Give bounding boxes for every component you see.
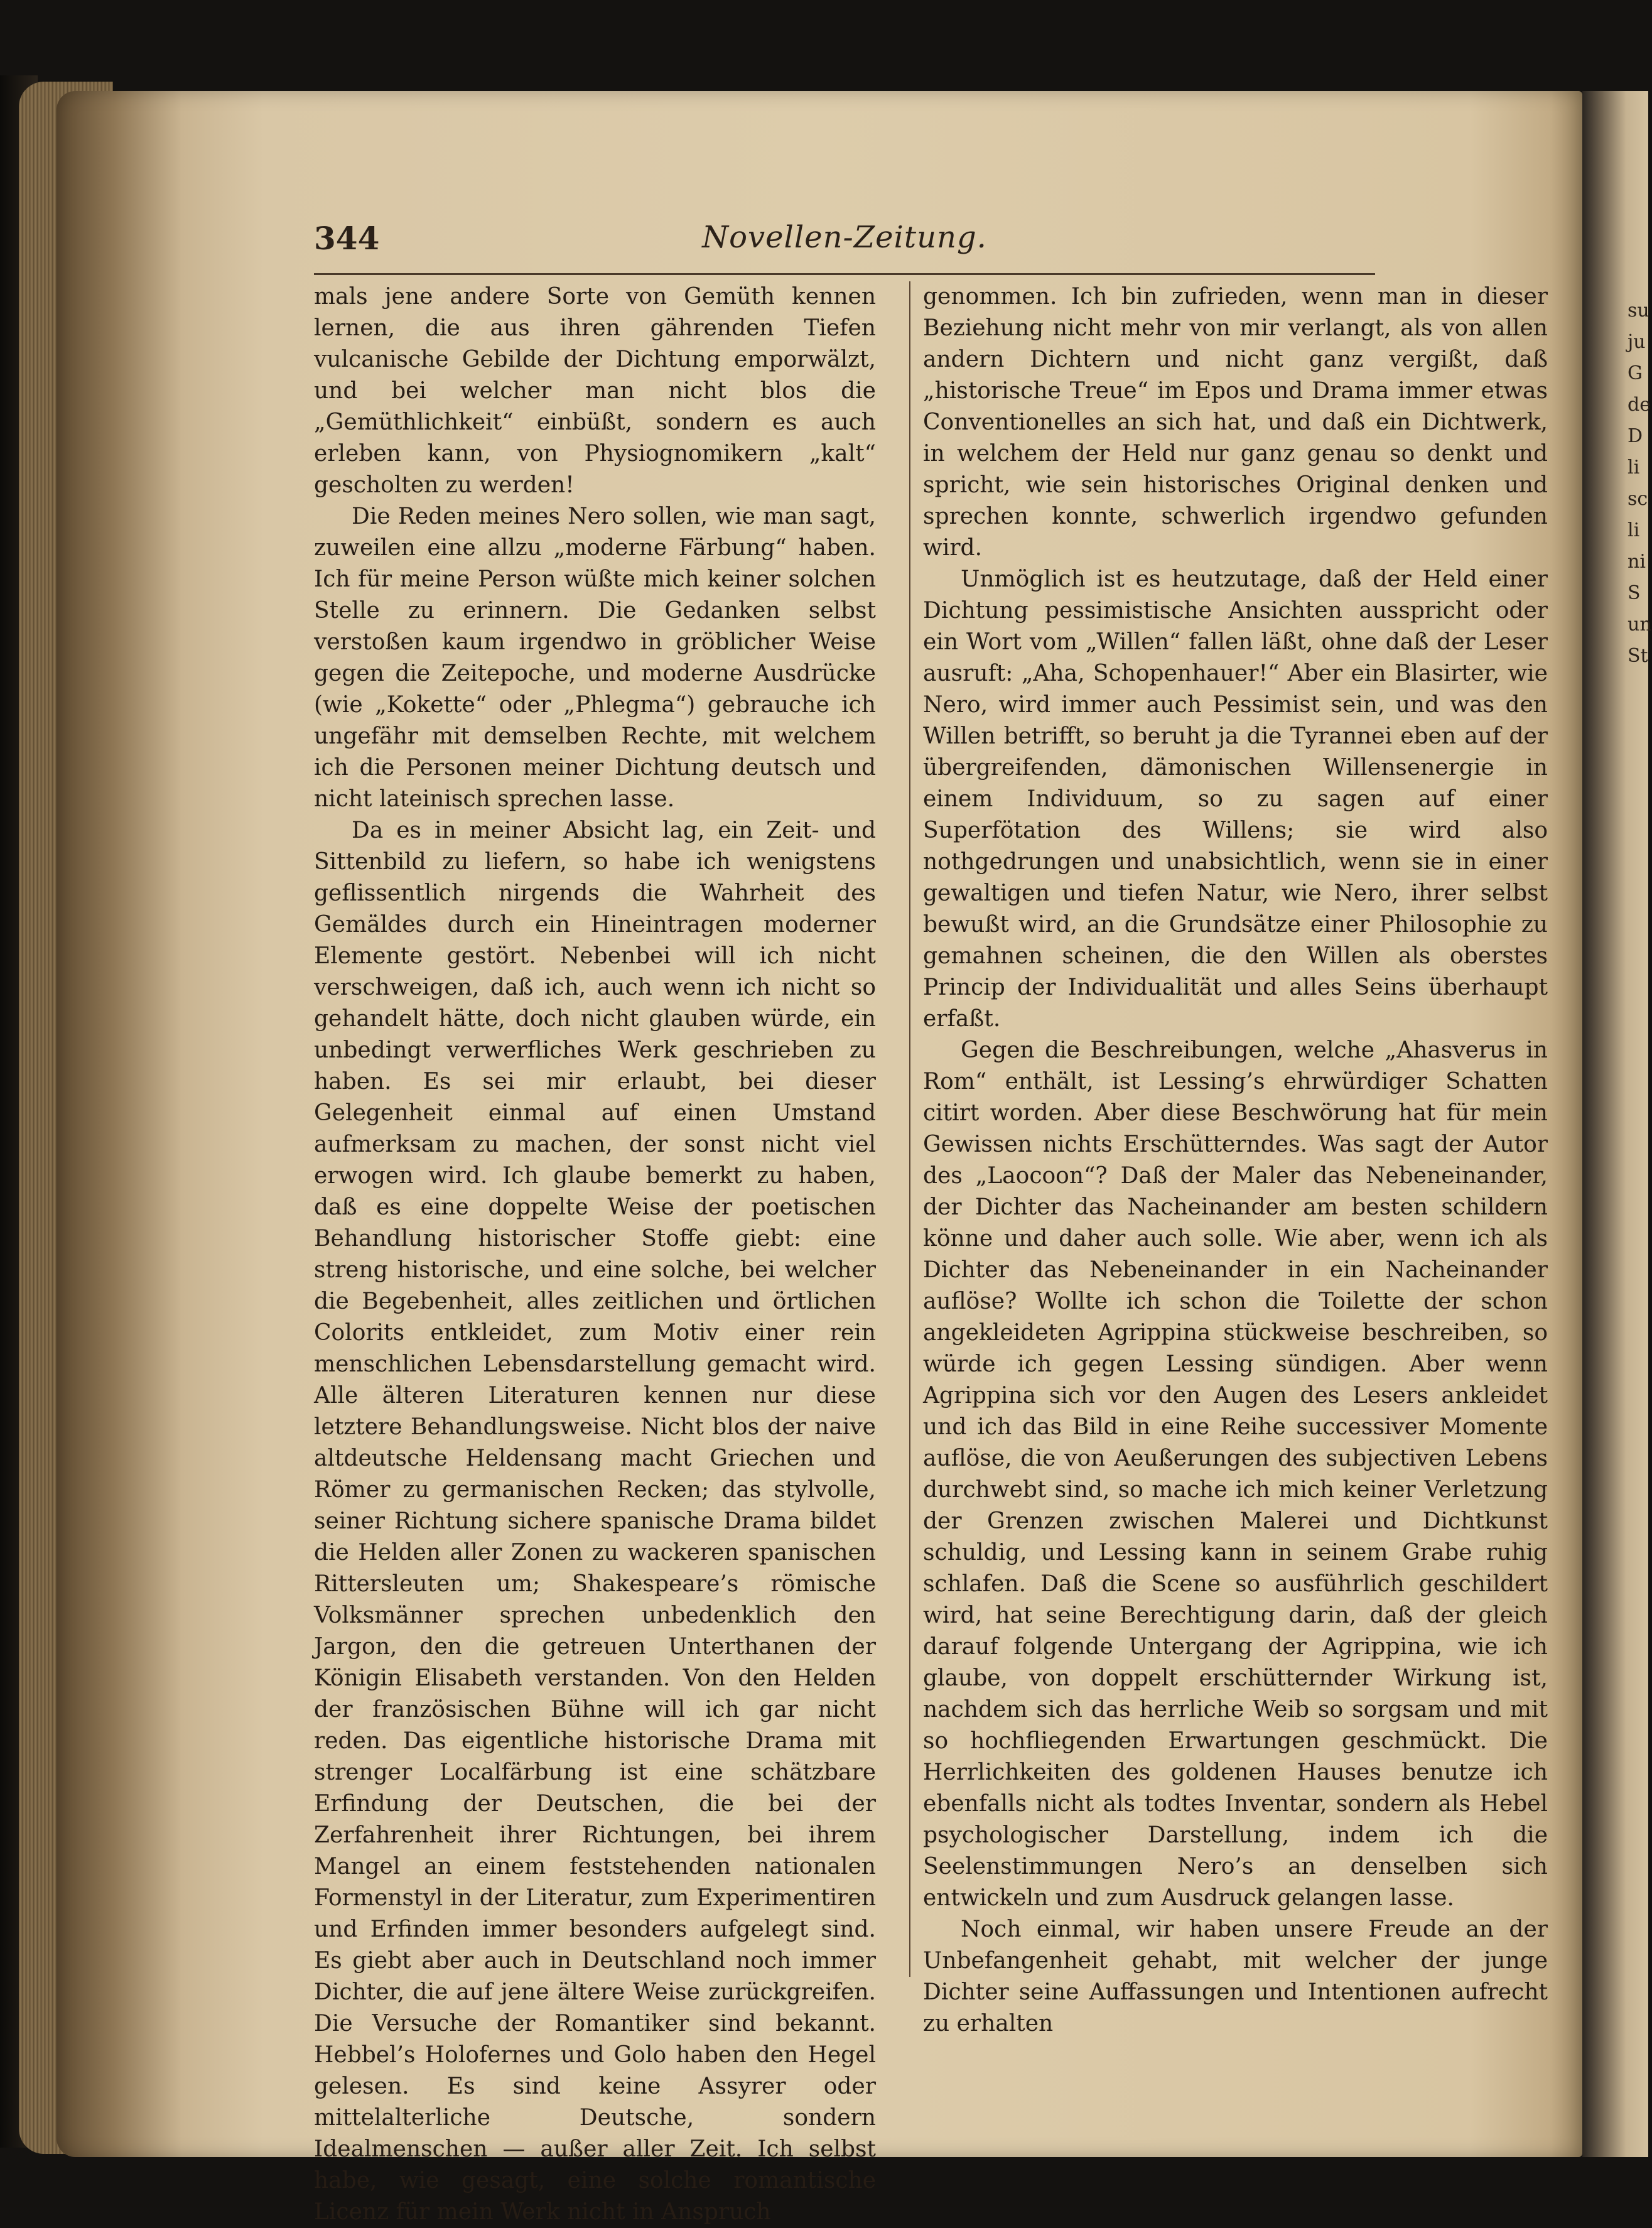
fragment-line: un xyxy=(1628,614,1652,635)
header-rule xyxy=(314,273,1375,275)
page-number: 344 xyxy=(314,220,380,257)
fragment-line: ju xyxy=(1628,331,1646,353)
fragment-line: ni xyxy=(1628,551,1646,573)
paragraph: Die Reden meines Nero sollen, wie man sagt, zuweilen eine allzu „moderne Färbung“ haben. Ich für meine Person wüßte mich keiner solchen Stelle zu erinnern. Die Gedanken selbst verstoßen kaum irgendwo in gröblicher Weise gegen die Zeitepoche, und moderne Ausdrücke (wie „Kokette“ oder „Phlegma“) gebrauche ich ungefähr mit demselben Rechte, mit welchem ich die Personen meiner Dichtung deutsch und nicht lateinisch sprechen lasse. xyxy=(314,504,876,812)
next-page-text-fragments xyxy=(1628,295,1652,672)
fragment-line: li xyxy=(1628,519,1640,541)
right-column xyxy=(923,281,1548,2040)
paragraph: Unmöglich ist es heutzutage, daß der Held einer Dichtung pessimistische Ansichten ausspricht oder ein Wort vom „Willen“ fallen läßt, ohne daß der Leser ausruft: „Aha, Schopenhauer!“ Aber ein Blasirter, wie Nero, wird immer auch Pessimist sein, und was den Willen betrifft, so beruht ja die Tyrannei eben auf der übergreifenden, dämonischen Willensenergie in einem Individuum, so zu sagen auf einer Superfötation des Willens; sie wird also nothgedrungen und unabsichtlich, wenn sie in einer gewaltigen und tiefen Natur, wie Nero, ihrer selbst bewußt wird, an die Grundsätze einer Philosophie zu gemahnen scheinen, die den Willen als oberstes Princip der Individualität und alles Seins überhaupt erfaßt. xyxy=(923,566,1548,1032)
paragraph: Gegen die Beschreibungen, welche „Ahasverus in Rom“ enthält, ist Lessing’s ehrwürdiger Schatten citirt worden. Aber diese Beschwörung hat für mein Gewissen nichts Erschütterndes. Was sagt der Autor des „Laocoon“? Daß der Maler das Nebeneinander, der Dichter das Nacheinander am besten schildern könne und daher auch solle. Wie aber, wenn ich als Dichter das Nebeneinander in ein Nacheinander auflöse? Wollte ich schon die Toilette der schon angekleideten Agrippina stückweise beschreiben, so würde ich gegen Lessing sündigen. Aber wenn Agrippina sich vor den Augen des Lesers ankleidet und ich das Bild in eine Reihe successiver Momente auflöse, die von Aeußerungen des subjectiven Lebens durchwebt sind, so mache ich mich keiner Verletzung der Grenzen zwischen Malerei und Dichtkunst schuldig, und Lessing kann in seinem Grabe ruhig schlafen. Daß die Scene so ausführlich geschildert wird, hat seine Berechtigung darin, daß der gleich darauf folgende Untergang der Agrippina, wie ich glaube, von doppelt erschütternder Wirkung ist, nachdem sich das herrliche Weib so sorgsam und mit so hochfliegenden Erwartungen geschmückt. Die Herrlichkeiten des goldenen Hauses benutze ich ebenfalls nicht als todtes Inventar, sondern als Hebel psychologischer Darstellung, indem ich die Seelenstimmungen Nero’s an denselben sich entwickeln und zum Ausdruck gelangen lasse. xyxy=(923,1037,1548,1911)
paragraph: mals jene andere Sorte von Gemüth kennen lernen, die aus ihren gährenden Tiefen vulcanische Gebilde der Dichtung emporwälzt, und bei welcher man nicht blos die „Gemüthlichkeit“ einbüßt, sondern es auch erleben kann, von Physiognomikern „kalt“ gescholten zu werden! xyxy=(314,284,876,498)
fragment-line: D xyxy=(1628,425,1643,447)
left-column xyxy=(314,281,876,2228)
paragraph: Da es in meiner Absicht lag, ein Zeit- und Sittenbild zu liefern, so habe ich wenigstens geflissentlich nirgends die Wahrheit des Gemäldes durch ein Hineintragen moderner Elemente gestört. Nebenbei will ich nicht verschweigen, daß ich, auch wenn ich nicht so gehandelt hätte, doch nicht glauben würde, ein unbedingt verwerfliches Werk geschrieben zu haben. Es sei mir erlaubt, bei dieser Gelegenheit einmal auf einen Umstand aufmerksam zu machen, der sonst nicht viel erwogen wird. Ich glaube bemerkt zu haben, daß es eine doppelte Weise der poetischen Behandlung historischer Stoffe giebt: eine streng historische, und eine solche, bei welcher die Begebenheit, alles zeitlichen und örtlichen Colorits entkleidet, zum Motiv einer rein menschlichen Lebensdarstellung gemacht wird. Alle älteren Literaturen kennen nur diese letztere Behandlungsweise. Nicht blos der naive altdeutsche Heldensang macht Griechen und Römer zu germanischen Recken; das stylvolle, seiner Richtung sichere spanische Drama bildet die Helden aller Zonen zu wackeren spanischen Rittersleuten um; Shakespeare’s römische Volksmänner sprechen unbedenklich den Jargon, den die getreuen Unterthanen der Königin Elisabeth verstanden. Von den Helden der französischen Bühne will ich gar nicht reden. Das eigentliche historische Drama mit strenger Localfärbung ist eine schätzbare Erfindung der Deutschen, die bei der Zerfahrenheit ihrer Richtungen, bei ihrem Mangel an einem feststehenden nationalen Formenstyl in der Literatur, zum Experimentiren und Erfinden immer besonders aufgelegt sind. Es giebt aber auch in Deutschland noch immer Dichter, die auf jene ältere Weise zurückgreifen. Die Versuche der Romantiker sind bekannt. Hebbel’s Holofernes und Golo haben den Hegel gelesen. Es sind keine Assyrer oder mittelalterliche Deutsche, sondern Idealmenschen — außer aller Zeit. Ich selbst habe, wie gesagt, eine solche romantische Licenz für mein Werk nicht in Anspruch xyxy=(314,818,876,2225)
fragment-line: sc xyxy=(1628,488,1648,510)
fragment-line: li xyxy=(1628,457,1640,479)
running-head: Novellen-Zeitung. xyxy=(702,220,987,255)
column-divider xyxy=(909,281,910,1977)
page-header xyxy=(314,220,1375,264)
fragment-line: de xyxy=(1628,394,1651,416)
fragment-line: St xyxy=(1628,645,1648,667)
paragraph: genommen. Ich bin zufrieden, wenn man in dieser Beziehung nicht mehr von mir verlangt, als von allen andern Dichtern und nicht ganz vergißt, daß „historische Treue“ im Epos und Drama immer etwas Conventionelles an sich hat, und daß ein Dichtwerk, in welchem der Held nur ganz genau so denkt und spricht, wie sein historisches Original denken und sprechen konnte, schwerlich irgendwo gefunden wird. xyxy=(923,284,1548,561)
paragraph: Noch einmal, wir haben unsere Freude an der Unbefangenheit gehabt, mit welcher der junge Dichter seine Auffassungen und Intentionen aufrecht zu erhalten xyxy=(923,1917,1548,2036)
fragment-line: G xyxy=(1628,362,1643,384)
fragment-line: S xyxy=(1628,582,1641,604)
fragment-line: su xyxy=(1628,300,1649,322)
